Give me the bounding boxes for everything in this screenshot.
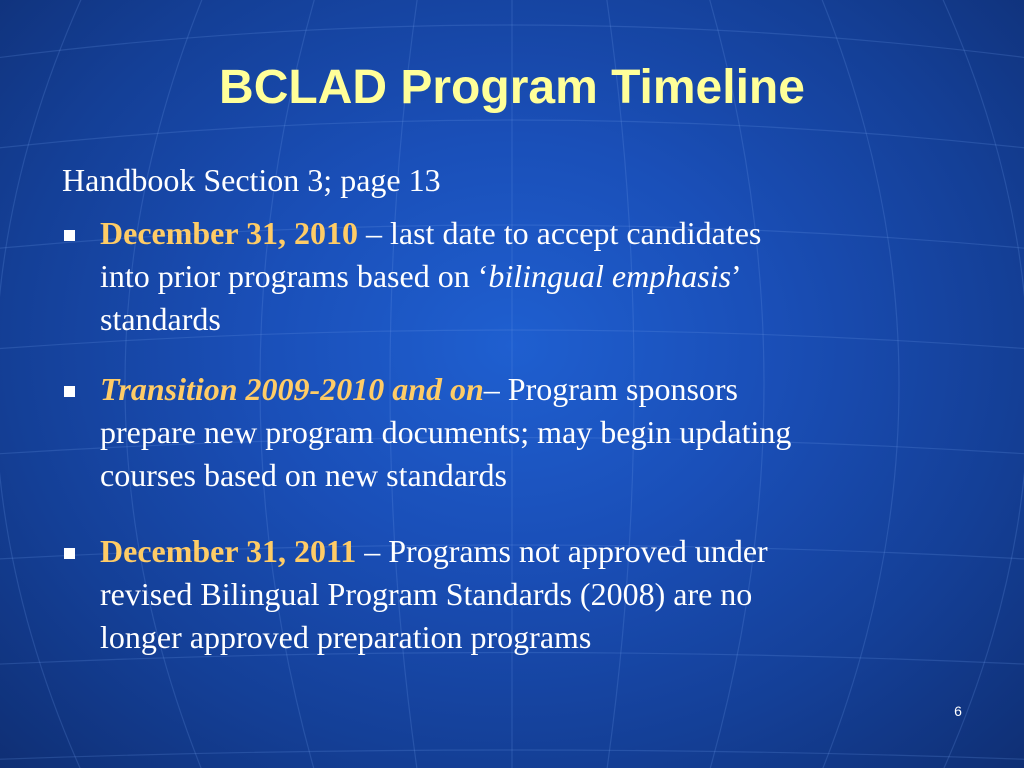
bullet-text [100, 212, 980, 341]
slide-number: 6 [954, 703, 962, 719]
bullet-text [100, 368, 980, 497]
bullet-description: – Programs not approved under [356, 533, 768, 569]
bullet-description: into prior programs based on ‘ [100, 258, 489, 294]
bullet-line [100, 255, 980, 298]
bullet-line: standards [100, 301, 221, 337]
closing-quote: ’ [731, 258, 742, 294]
bullet-line: courses based on new standards [100, 457, 507, 493]
square-bullet-icon [64, 230, 75, 241]
bullet-text [100, 530, 980, 659]
deadline-date: December 31, 2010 [100, 215, 358, 251]
emphasis-term: bilingual emphasis [488, 258, 732, 294]
bullet-description: – last date to accept candidates [358, 215, 762, 251]
slide-title: BCLAD Program Timeline [219, 61, 805, 114]
bullet-line: prepare new program documents; may begin updating [100, 414, 792, 450]
bullet-line: longer approved preparation programs [100, 619, 592, 655]
bullet-description: – Program sponsors [483, 371, 738, 407]
bullet-line [100, 212, 980, 255]
bullet-line [100, 530, 980, 573]
square-bullet-icon [64, 386, 75, 397]
square-bullet-icon [64, 548, 75, 559]
transition-period: Transition 2009-2010 and on [100, 371, 484, 407]
bullet-line [100, 368, 980, 411]
bullet-line: revised Bilingual Program Standards (2008) are no [100, 576, 753, 612]
deadline-date: December 31, 2011 [100, 533, 357, 569]
handbook-reference: Handbook Section 3; page 13 [62, 162, 441, 198]
